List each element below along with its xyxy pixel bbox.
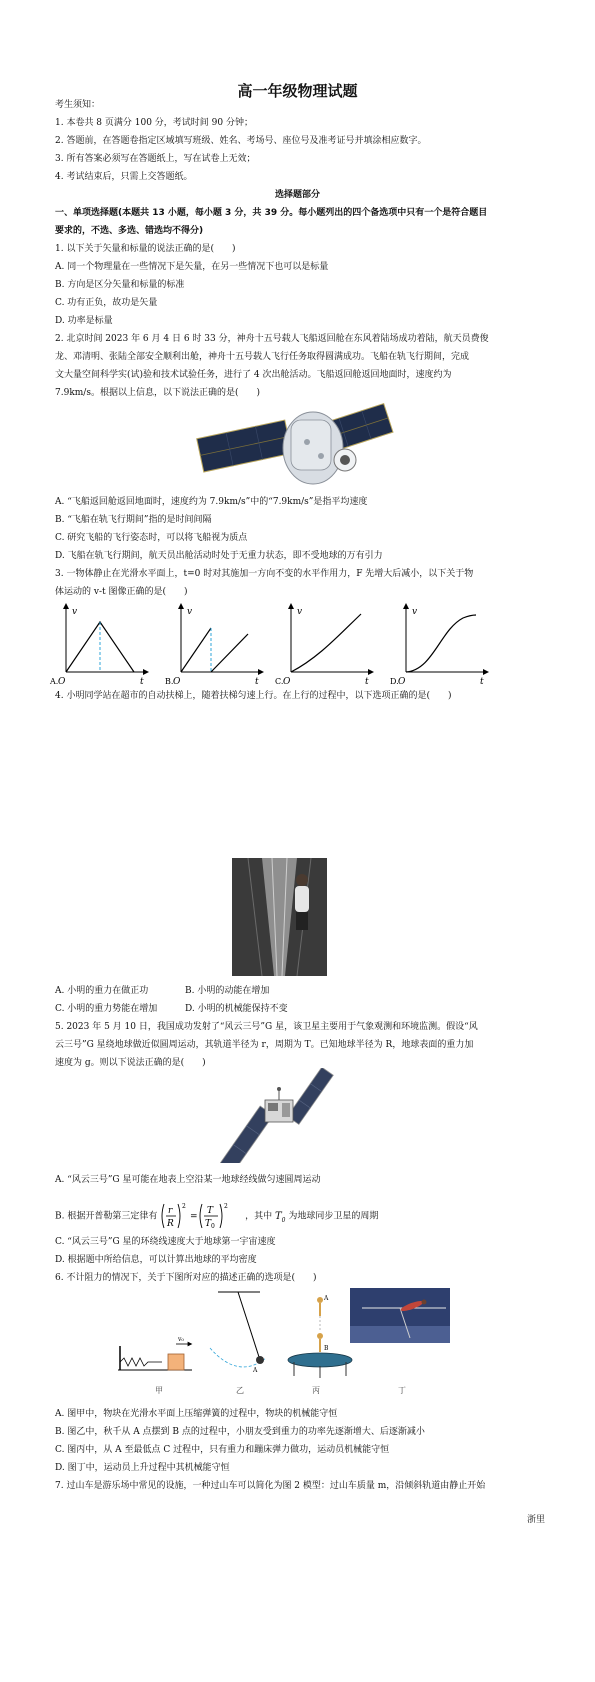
graph-b-letter: B. xyxy=(165,677,174,686)
graph-b-v-label: v xyxy=(187,607,193,617)
q1-option-d: D. 功率是标量 xyxy=(55,316,113,326)
q5-option-b-T0-sub: 0 xyxy=(281,1216,286,1224)
notice-item: 1. 本卷共 8 页满分 100 分，考试时间 90 分钟； xyxy=(55,118,253,128)
q5-stem-line: 5. 2023 年 5 月 10 日，我国成功发射了“风云三号”G 星，该卫星主要用于气象观测和环境监测。假设“风 xyxy=(55,1022,478,1032)
formula-T: T xyxy=(207,1206,214,1216)
graph-c-t-label: t xyxy=(365,677,369,687)
q2-option-a: A. “飞船返回舱返回地面时，速度约为 7.9km/s”中的“7.9km/s”是指平均速度 xyxy=(55,497,368,507)
q4-option-c: C. 小明的重力势能在增加 xyxy=(55,1004,158,1014)
notice-item: 4. 考试结束后，只需上交答题纸。 xyxy=(55,172,193,182)
graph-b xyxy=(181,606,261,672)
formula-R: R xyxy=(167,1219,174,1229)
graph-a xyxy=(66,606,146,672)
exam-title: 高一年级物理试题 xyxy=(237,82,358,100)
q2-option-b: B. “飞船在轨飞行期间”指的是时间间隔 xyxy=(55,515,212,525)
q7-stem: 7. 过山车是游乐场中常见的设施，一种过山车可以简化为图 2 模型：过山车质量 m，沿倾斜轨道由静止开始 xyxy=(55,1481,486,1491)
q3-stem-line: 3. 一物体静止在光滑水平面上，t=0 时对其施加一方向不变的水平作用力，F 先增大后减小，以下关于物 xyxy=(55,569,474,579)
q5-option-b-T0 xyxy=(275,1211,286,1222)
q6-stem: 6. 不计阻力的情况下，关于下图所对应的描述正确的选项是( ) xyxy=(55,1273,317,1283)
satellite-image xyxy=(220,1068,335,1163)
q4-option-b: B. 小明的动能在增加 xyxy=(185,986,270,996)
q5-option-b xyxy=(55,1200,545,1232)
graph-b-origin: O xyxy=(173,677,181,687)
q4-option-a: A. 小明的重力在做正功 xyxy=(55,986,149,996)
graph-c-v-label: v xyxy=(297,607,303,617)
escalator-photo xyxy=(232,858,327,976)
q5-option-d: D. 根据题中所给信息，可以计算出地球的平均密度 xyxy=(55,1255,257,1265)
graph-d xyxy=(406,606,486,672)
q1-stem: 1. 以下关于矢量和标量的说法正确的是( ) xyxy=(55,244,236,254)
graph-d-letter: D. xyxy=(390,677,399,686)
graph-a-v-label: v xyxy=(72,607,78,617)
q3-stem-line: 体运动的 v-t 图像正确的是( ) xyxy=(55,587,188,597)
formula-eq: = xyxy=(190,1212,198,1222)
graph-a-t-label: t xyxy=(140,677,144,687)
graph-c xyxy=(291,606,371,672)
caption-jia: 甲 xyxy=(155,1386,163,1395)
q1-option-c: C. 功有正负，故功是矢量 xyxy=(55,298,158,308)
q1-option-b: B. 方向是区分矢量和标量的标准 xyxy=(55,280,185,290)
q4-option-d: D. 小明的机械能保持不变 xyxy=(185,1004,288,1014)
graph-a-origin: O xyxy=(58,677,66,687)
q4-stem: 4. 小明同学站在超市的自动扶梯上，随着扶梯匀速上行。在上行的过程中，以下选项正确的是( ) xyxy=(55,691,452,701)
q2-option-c: C. 研究飞船的飞行姿态时，可以将飞船视为质点 xyxy=(55,533,248,543)
graph-a-letter: A. xyxy=(50,677,59,686)
q5-option-b-prefix: B. 根据开普勒第三定律有 xyxy=(55,1211,158,1222)
graph-d-v-label: v xyxy=(412,607,418,617)
spacecraft-image xyxy=(195,400,395,495)
q2-stem-line: 2. 北京时间 2023 年 6 月 4 日 6 时 33 分，神舟十五号载人飞船返回舱在东风着陆场成功着陆，航天员费俊 xyxy=(55,334,489,344)
q5-option-b-tail: 为地球同步卫星的周期 xyxy=(288,1211,379,1222)
page-footer: 浙里 xyxy=(526,1515,545,1525)
figure-jia-v0: v₀ xyxy=(178,1336,184,1343)
formula-T0: T xyxy=(205,1219,212,1229)
caption-ding: 丁 xyxy=(398,1386,406,1395)
figure-jia xyxy=(118,1336,192,1370)
graph-d-t-label: t xyxy=(480,677,484,687)
q6-option-a: A. 图甲中，物块在光滑水平面上压缩弹簧的过程中，物块的机械能守恒 xyxy=(55,1409,338,1419)
q2-option-d: D. 飞船在轨飞行期间，航天员出舱活动时处于无重力状态，即不受地球的万有引力 xyxy=(55,551,383,561)
figure-bing-a: A xyxy=(324,1295,329,1302)
q5-stem-line: 云三号”G 星绕地球做近似圆周运动，其轨道半径为 r，周期为 T。已知地球半径为 R，地球表面的重力加 xyxy=(55,1040,474,1050)
q5-option-b-T0-letter: T xyxy=(274,1210,282,1222)
q6-figures xyxy=(110,1288,450,1383)
notice-heading: 考生须知： xyxy=(55,100,101,110)
formula-sub0: 0 xyxy=(211,1223,216,1230)
q3-vt-graphs xyxy=(48,600,548,690)
q5-option-c: C. “风云三号”G 星的环绕线速度大于地球第一宇宙速度 xyxy=(55,1237,276,1247)
formula-exp2: 2 xyxy=(224,1203,229,1210)
kepler-formula xyxy=(160,1200,242,1232)
caption-bing: 丙 xyxy=(312,1386,320,1395)
figure-bing xyxy=(288,1295,352,1378)
q5-stem-line: 速度为 g。则以下说法正确的是( ) xyxy=(55,1058,206,1068)
part1-heading-line2: 要求的，不选、多选、错选均不得分) xyxy=(55,226,204,236)
formula-r: r xyxy=(168,1206,173,1216)
q2-stem-line: 文大量空间科学实(试)验和技术试验任务，进行了 4 次出舱活动。飞船返回舱返回地面时，速度约为 xyxy=(55,370,452,380)
graph-c-origin: O xyxy=(283,677,291,687)
graph-d-origin: O xyxy=(398,677,406,687)
q2-stem-line: 7.9km/s。根据以上信息，以下说法正确的是( ) xyxy=(55,388,260,398)
figure-yi-a: A xyxy=(253,1367,258,1374)
graph-c-letter: C. xyxy=(275,677,284,686)
q2-stem-line: 龙、邓清明、张陆全部安全顺利出舱，神舟十五号载人飞行任务取得圆满成功。飞船在轨飞行期间，完成 xyxy=(55,352,470,362)
section-title: 选择题部分 xyxy=(274,190,320,200)
caption-yi: 乙 xyxy=(236,1386,244,1395)
notice-item: 2. 答题前，在答题卷指定区域填写班级、姓名、考场号、座位号及准考证号并填涂相应数字。 xyxy=(55,136,427,146)
graph-b-t-label: t xyxy=(255,677,259,687)
q5-option-b-suffix: ，其中 xyxy=(245,1211,273,1222)
q6-option-c: C. 图丙中，从 A 至最低点 C 过程中，只有重力和蹦床弹力做功，运动员机械能守恒 xyxy=(55,1445,390,1455)
figure-bing-b: B xyxy=(324,1345,329,1352)
formula-exp1: 2 xyxy=(182,1203,187,1210)
notice-item: 3. 所有答案必须写在答题纸上，写在试卷上无效； xyxy=(55,154,256,164)
q6-option-b: B. 图乙中，秋千从 A 点摆到 B 点的过程中，小朋友受到重力的功率先逐渐增大、后逐渐减小 xyxy=(55,1427,425,1437)
q6-option-d: D. 图丁中，运动员上升过程中其机械能守恒 xyxy=(55,1463,230,1473)
q1-option-a: A. 同一个物理量在一些情况下是矢量，在另一些情况下也可以是标量 xyxy=(55,262,329,272)
figure-yi xyxy=(210,1292,266,1374)
part1-heading-line1: 一、单项选择题(本题共 13 小题，每小题 3 分，共 39 分。每小题列出的四个备选项中只有一个是符合题目 xyxy=(55,208,488,218)
q5-option-a: A. “风云三号”G 星可能在地表上空沿某一地球经线做匀速圆周运动 xyxy=(55,1175,321,1185)
figure-ding xyxy=(350,1288,450,1343)
